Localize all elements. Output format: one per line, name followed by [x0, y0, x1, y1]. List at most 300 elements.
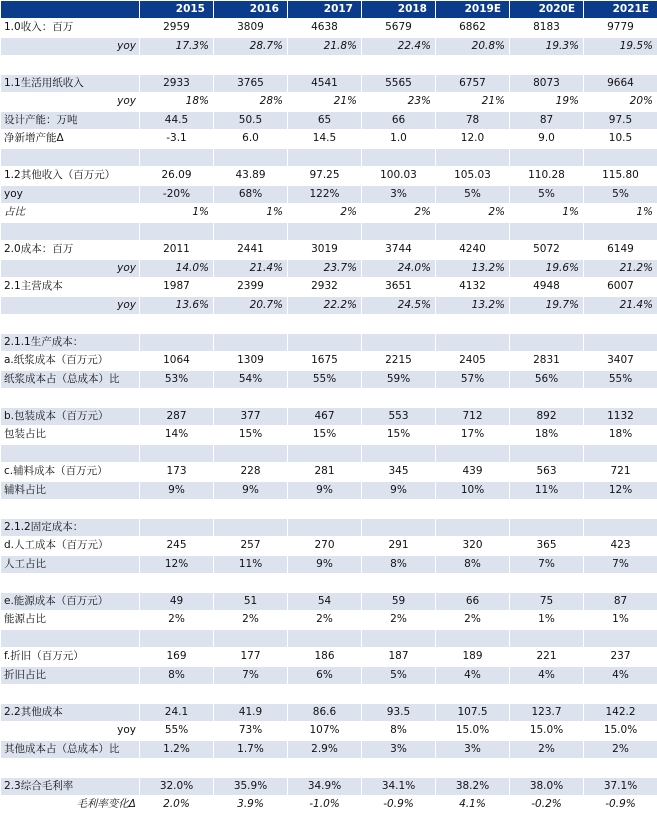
cell-value: 5565 [362, 74, 436, 93]
cell-value [140, 574, 214, 593]
cell-value: 721 [584, 463, 657, 482]
cell-value: 9664 [584, 74, 657, 93]
cell-value: 26.09 [140, 167, 214, 186]
cell-value: 11% [214, 555, 288, 574]
cell-value: 2% [362, 204, 436, 223]
cell-value: 14.5 [288, 130, 362, 149]
row-label: yoy [1, 722, 140, 741]
cell-value: 377 [214, 407, 288, 426]
cell-value [584, 56, 657, 75]
cell-value: 1% [214, 204, 288, 223]
cell-value: 66 [362, 111, 436, 130]
cell-value: 43.89 [214, 167, 288, 186]
cell-value: 122% [288, 185, 362, 204]
cell-value: 18% [510, 426, 584, 445]
cell-value: 5% [510, 185, 584, 204]
table-row [1, 204, 657, 223]
cell-value: 142.2 [584, 703, 657, 722]
table-row [1, 537, 657, 556]
cell-value: 1132 [584, 407, 657, 426]
header-year-1: 2015 [140, 1, 214, 19]
cell-value: 2011 [140, 241, 214, 260]
cell-value: -0.9% [362, 796, 436, 815]
cell-value: 5% [436, 185, 510, 204]
table-row [1, 703, 657, 722]
cell-value [436, 148, 510, 167]
row-label: e.能源成本（百万元） [1, 592, 140, 611]
cell-value [436, 389, 510, 408]
header-year-7: 2021E [584, 1, 657, 19]
cell-value: 2405 [436, 352, 510, 371]
cell-value: 21.8% [288, 37, 362, 56]
cell-value: 291 [362, 537, 436, 556]
row-label: 1.2其他收入（百万元） [1, 167, 140, 186]
cell-value: 2.9% [288, 740, 362, 759]
cell-value: 20.7% [214, 296, 288, 315]
cell-value: 56% [510, 370, 584, 389]
table-body [1, 19, 657, 815]
cell-value: 54% [214, 370, 288, 389]
cell-value: 892 [510, 407, 584, 426]
cell-value: 65 [288, 111, 362, 130]
cell-value: 21.4% [584, 296, 657, 315]
table-row [1, 241, 657, 260]
cell-value: 3% [362, 740, 436, 759]
table-row [1, 666, 657, 685]
cell-value: 59 [362, 592, 436, 611]
table-row [1, 352, 657, 371]
cell-value: 2% [362, 611, 436, 630]
cell-value [288, 444, 362, 463]
row-label [1, 222, 140, 241]
cell-value: 75 [510, 592, 584, 611]
cell-value: 2441 [214, 241, 288, 260]
cell-value: 1675 [288, 352, 362, 371]
cell-value: 5% [584, 185, 657, 204]
row-label [1, 500, 140, 519]
cell-value: 553 [362, 407, 436, 426]
cell-value [362, 222, 436, 241]
cell-value: 1987 [140, 278, 214, 297]
cell-value [140, 518, 214, 537]
cell-value [214, 222, 288, 241]
row-label [1, 759, 140, 778]
cell-value: 23.7% [288, 259, 362, 278]
cell-value: 28% [214, 93, 288, 112]
table-row [1, 130, 657, 149]
cell-value: 189 [436, 648, 510, 667]
cell-value [436, 574, 510, 593]
cell-value: 4.1% [436, 796, 510, 815]
cell-value [362, 759, 436, 778]
cell-value: 115.80 [584, 167, 657, 186]
cell-value: 270 [288, 537, 362, 556]
cell-value [584, 148, 657, 167]
cell-value [510, 56, 584, 75]
cell-value: 54 [288, 592, 362, 611]
cell-value: 2959 [140, 19, 214, 38]
cell-value [510, 759, 584, 778]
row-label: 能源占比 [1, 611, 140, 630]
cell-value: 21% [436, 93, 510, 112]
cell-value: 59% [362, 370, 436, 389]
cell-value: 9% [214, 481, 288, 500]
cell-value [436, 685, 510, 704]
row-label: 2.2其他成本 [1, 703, 140, 722]
cell-value: 3407 [584, 352, 657, 371]
cell-value: 1% [584, 611, 657, 630]
cell-value: 1% [510, 611, 584, 630]
row-label: 2.1主营成本 [1, 278, 140, 297]
cell-value: 9% [288, 555, 362, 574]
cell-value [510, 148, 584, 167]
cell-value: 712 [436, 407, 510, 426]
cell-value: 10% [436, 481, 510, 500]
cell-value [362, 629, 436, 648]
cell-value: 37.1% [584, 777, 657, 796]
cell-value: 7% [510, 555, 584, 574]
cell-value: -0.9% [584, 796, 657, 815]
cell-value [288, 315, 362, 334]
cell-value [288, 685, 362, 704]
cell-value: 4% [510, 666, 584, 685]
cell-value: 20.8% [436, 37, 510, 56]
cell-value [288, 759, 362, 778]
cell-value: 20% [584, 93, 657, 112]
table-row [1, 148, 657, 167]
cell-value: 2% [288, 204, 362, 223]
cell-value [214, 759, 288, 778]
table-row [1, 278, 657, 297]
cell-value [510, 444, 584, 463]
row-label: 毛利率变化Δ [1, 796, 140, 815]
cell-value [510, 629, 584, 648]
cell-value [510, 333, 584, 352]
cell-value [140, 685, 214, 704]
row-label: 包装占比 [1, 426, 140, 445]
cell-value [214, 148, 288, 167]
cell-value: 68% [214, 185, 288, 204]
cell-value: 8% [362, 555, 436, 574]
row-label [1, 389, 140, 408]
cell-value [436, 500, 510, 519]
cell-value: 4240 [436, 241, 510, 260]
row-label: 2.1.2固定成本： [1, 518, 140, 537]
header-label-cell [1, 1, 140, 19]
cell-value: 24.5% [362, 296, 436, 315]
cell-value [436, 222, 510, 241]
cell-value: 9% [288, 481, 362, 500]
cell-value: 9779 [584, 19, 657, 38]
cell-value [140, 148, 214, 167]
row-label: yoy [1, 93, 140, 112]
cell-value [362, 574, 436, 593]
header-year-5: 2019E [436, 1, 510, 19]
row-label: 辅料占比 [1, 481, 140, 500]
cell-value: 3019 [288, 241, 362, 260]
cell-value [584, 315, 657, 334]
cell-value: 320 [436, 537, 510, 556]
cell-value: 7% [584, 555, 657, 574]
cell-value: 15% [288, 426, 362, 445]
row-label [1, 315, 140, 334]
cell-value: 1.7% [214, 740, 288, 759]
cell-value [288, 222, 362, 241]
cell-value: 228 [214, 463, 288, 482]
cell-value: 66 [436, 592, 510, 611]
cell-value: 19.7% [510, 296, 584, 315]
cell-value [214, 685, 288, 704]
cell-value: 97.25 [288, 167, 362, 186]
cell-value: 287 [140, 407, 214, 426]
cell-value: 100.03 [362, 167, 436, 186]
cell-value: 4638 [288, 19, 362, 38]
cell-value: 5679 [362, 19, 436, 38]
cell-value [288, 500, 362, 519]
cell-value: 50.5 [214, 111, 288, 130]
cell-value [584, 518, 657, 537]
cell-value: 14% [140, 426, 214, 445]
cell-value: 1.2% [140, 740, 214, 759]
cell-value [214, 500, 288, 519]
cell-value: -20% [140, 185, 214, 204]
cell-value: 123.7 [510, 703, 584, 722]
cell-value: 55% [288, 370, 362, 389]
cell-value: 87 [584, 592, 657, 611]
cell-value: 3% [436, 740, 510, 759]
table-row [1, 574, 657, 593]
cell-value: 19.5% [584, 37, 657, 56]
cell-value: 177 [214, 648, 288, 667]
header-year-6: 2020E [510, 1, 584, 19]
cell-value: 86.6 [288, 703, 362, 722]
cell-value: 24.0% [362, 259, 436, 278]
cell-value: 2% [584, 740, 657, 759]
cell-value [510, 685, 584, 704]
cell-value [362, 500, 436, 519]
table-row [1, 648, 657, 667]
row-label: 其他成本占（总成本）比 [1, 740, 140, 759]
cell-value: 3.9% [214, 796, 288, 815]
cell-value: 38.2% [436, 777, 510, 796]
cell-value: 107.5 [436, 703, 510, 722]
cell-value [584, 685, 657, 704]
cell-value [436, 629, 510, 648]
cell-value: 1309 [214, 352, 288, 371]
row-label: c.辅料成本（百万元） [1, 463, 140, 482]
table-row [1, 740, 657, 759]
cell-value: 6862 [436, 19, 510, 38]
cell-value: 8183 [510, 19, 584, 38]
cell-value: 93.5 [362, 703, 436, 722]
cell-value: -3.1 [140, 130, 214, 149]
table-row [1, 222, 657, 241]
cell-value [584, 333, 657, 352]
cell-value: 17.3% [140, 37, 214, 56]
table-row [1, 315, 657, 334]
cell-value [584, 500, 657, 519]
row-label: b.包装成本（百万元） [1, 407, 140, 426]
table-row [1, 796, 657, 815]
cell-value: 173 [140, 463, 214, 482]
cell-value: 345 [362, 463, 436, 482]
row-label: 1.1生活用纸收入 [1, 74, 140, 93]
cell-value: 281 [288, 463, 362, 482]
cell-value: 2399 [214, 278, 288, 297]
cell-value: 439 [436, 463, 510, 482]
table-row [1, 463, 657, 482]
row-label: 折旧占比 [1, 666, 140, 685]
cell-value: 187 [362, 648, 436, 667]
cell-value [584, 574, 657, 593]
cell-value: 107% [288, 722, 362, 741]
cell-value: 13.2% [436, 296, 510, 315]
row-label: 设计产能：万吨 [1, 111, 140, 130]
table-row [1, 611, 657, 630]
row-label [1, 56, 140, 75]
cell-value [362, 444, 436, 463]
cell-value: 6007 [584, 278, 657, 297]
cell-value: 55% [584, 370, 657, 389]
cell-value: 15.0% [584, 722, 657, 741]
cell-value: 12% [584, 481, 657, 500]
cell-value: 2% [214, 611, 288, 630]
cell-value: 2215 [362, 352, 436, 371]
cell-value [140, 315, 214, 334]
table-row [1, 481, 657, 500]
cell-value: 1.0 [362, 130, 436, 149]
cell-value: 5% [362, 666, 436, 685]
cell-value: 57% [436, 370, 510, 389]
cell-value: 53% [140, 370, 214, 389]
cell-value: 44.5 [140, 111, 214, 130]
cell-value: 24.1 [140, 703, 214, 722]
cell-value [140, 56, 214, 75]
cell-value: 15.0% [510, 722, 584, 741]
cell-value [362, 333, 436, 352]
cell-value [436, 759, 510, 778]
cell-value [288, 629, 362, 648]
row-label [1, 685, 140, 704]
row-label: 纸浆成本占（总成本）比 [1, 370, 140, 389]
cell-value: -1.0% [288, 796, 362, 815]
cell-value: 9% [140, 481, 214, 500]
cell-value: 237 [584, 648, 657, 667]
cell-value: 2% [288, 611, 362, 630]
table-row [1, 518, 657, 537]
cell-value [436, 333, 510, 352]
row-label: d.人工成本（百万元） [1, 537, 140, 556]
cell-value [140, 444, 214, 463]
cell-value: 2.0% [140, 796, 214, 815]
table-row [1, 389, 657, 408]
cell-value: 15% [214, 426, 288, 445]
cell-value: 13.2% [436, 259, 510, 278]
cell-value: 1064 [140, 352, 214, 371]
cell-value: 8% [436, 555, 510, 574]
cell-value: 41.9 [214, 703, 288, 722]
cell-value: 21% [288, 93, 362, 112]
cell-value: 18% [584, 426, 657, 445]
cell-value: 2% [436, 204, 510, 223]
cell-value [288, 518, 362, 537]
table-row [1, 19, 657, 38]
cell-value: 13.6% [140, 296, 214, 315]
cell-value [510, 222, 584, 241]
cell-value [288, 333, 362, 352]
cell-value: 1% [584, 204, 657, 223]
table-header [1, 1, 657, 19]
table-row [1, 426, 657, 445]
row-label: 2.1.1生产成本： [1, 333, 140, 352]
cell-value: 34.1% [362, 777, 436, 796]
cell-value: 4% [436, 666, 510, 685]
cell-value: 55% [140, 722, 214, 741]
table-row [1, 370, 657, 389]
cell-value: 6.0 [214, 130, 288, 149]
cell-value [214, 444, 288, 463]
cell-value [436, 315, 510, 334]
cell-value: 19% [510, 93, 584, 112]
table-row [1, 759, 657, 778]
table-row [1, 167, 657, 186]
cell-value [436, 518, 510, 537]
table-row [1, 500, 657, 519]
cell-value [362, 685, 436, 704]
row-label [1, 444, 140, 463]
header-year-4: 2018 [362, 1, 436, 19]
cell-value: 105.03 [436, 167, 510, 186]
cell-value: 110.28 [510, 167, 584, 186]
cell-value: 38.0% [510, 777, 584, 796]
cell-value: 18% [140, 93, 214, 112]
cell-value: 21.4% [214, 259, 288, 278]
table-row [1, 37, 657, 56]
cell-value: 17% [436, 426, 510, 445]
row-label [1, 629, 140, 648]
cell-value: 73% [214, 722, 288, 741]
cell-value: 15.0% [436, 722, 510, 741]
cell-value: 4% [584, 666, 657, 685]
cell-value [436, 56, 510, 75]
cell-value: 87 [510, 111, 584, 130]
row-label: yoy [1, 296, 140, 315]
cell-value: 3% [362, 185, 436, 204]
table-row [1, 74, 657, 93]
header-row [1, 1, 657, 19]
cell-value: 2932 [288, 278, 362, 297]
cell-value [362, 148, 436, 167]
cell-value [214, 518, 288, 537]
cell-value: 3744 [362, 241, 436, 260]
header-year-2: 2016 [214, 1, 288, 19]
cell-value: 3765 [214, 74, 288, 93]
cell-value: 7% [214, 666, 288, 685]
cell-value [140, 389, 214, 408]
cell-value: 19.3% [510, 37, 584, 56]
table-row [1, 592, 657, 611]
table-row [1, 407, 657, 426]
cell-value [362, 389, 436, 408]
cell-value [140, 500, 214, 519]
cell-value [140, 759, 214, 778]
cell-value [288, 56, 362, 75]
cell-value: 22.4% [362, 37, 436, 56]
cell-value: 22.2% [288, 296, 362, 315]
cell-value: 8% [140, 666, 214, 685]
cell-value: 186 [288, 648, 362, 667]
row-label [1, 148, 140, 167]
